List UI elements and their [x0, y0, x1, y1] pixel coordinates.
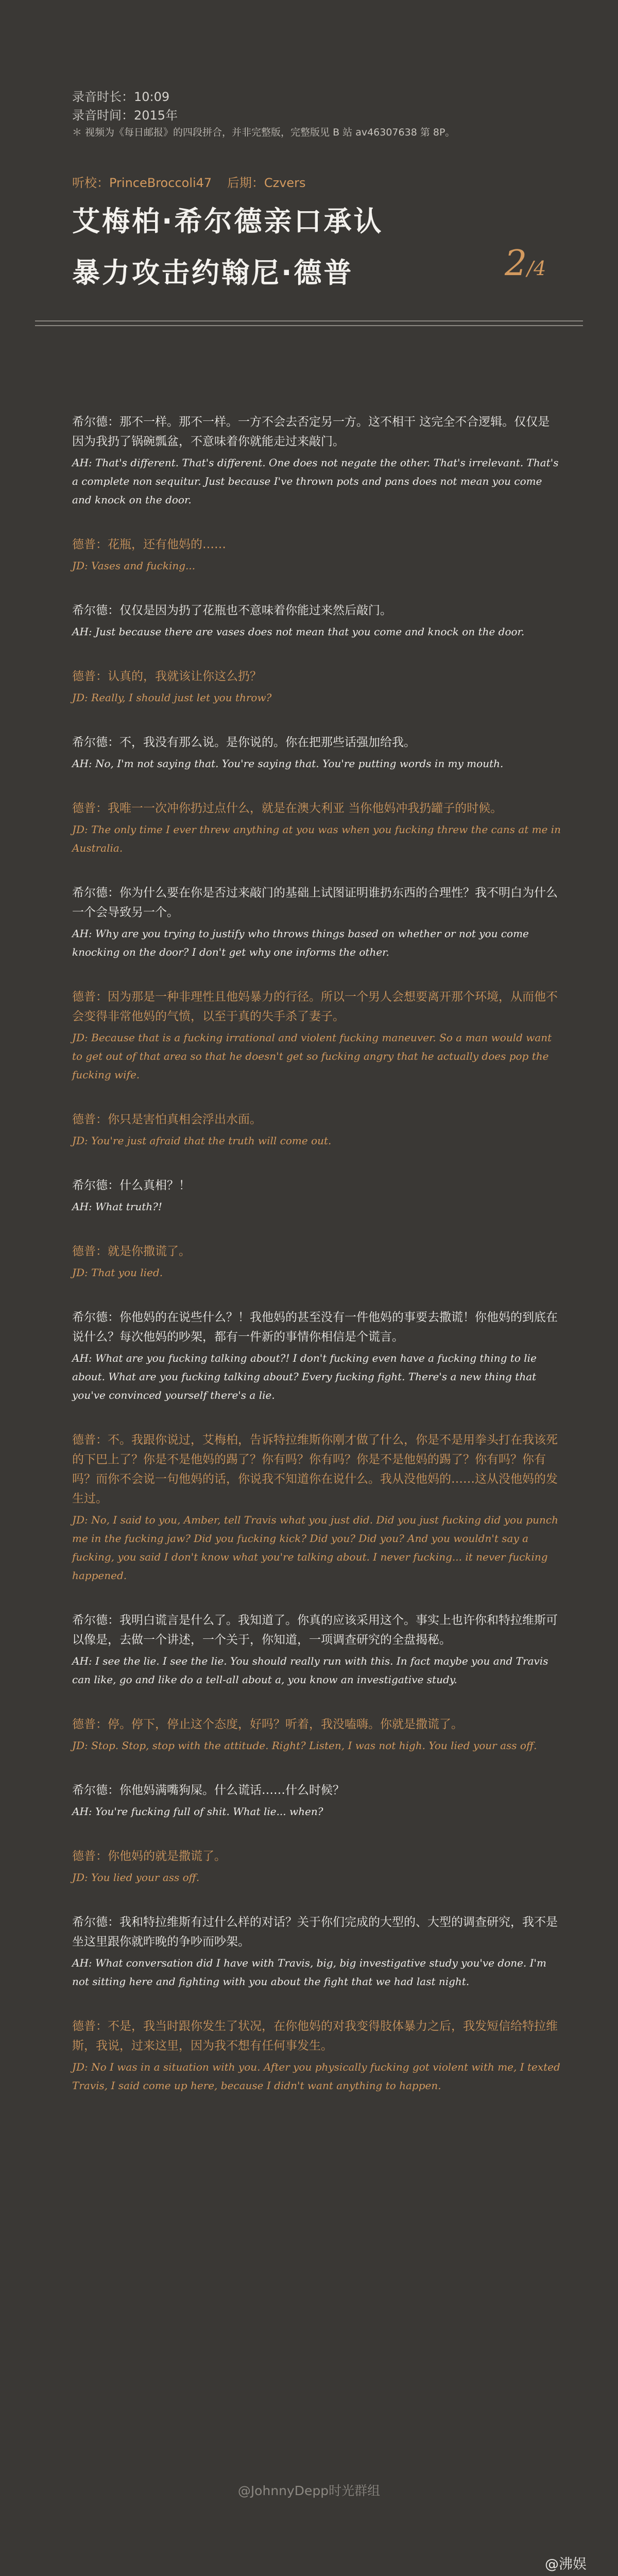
dialogue-chinese: 德普：不。我跟你说过，艾梅柏，告诉特拉维斯你刚才做了什么，你是不是用拳头打在我该死的下巴上了？你是不是他妈的踢了？你有吗？你有吗？你是不是他妈的踢了？你有吗？你有吗？而你不会说一句他妈的话，你说我不知道你在说什么。我从没他妈的……这从没他妈的发生过。 — [72, 1433, 558, 1505]
dialogue-block-4 — [72, 667, 561, 707]
dialogue-block-6 — [72, 799, 561, 857]
dialogue-english: JD: You lied your ass off. — [72, 1871, 200, 1884]
dialogue-english: AH: Just because there are vases does not mean that you come and knock on the door. — [72, 625, 525, 638]
dialogue-chinese: 希尔德：我明白谎言是什么了。我知道了。你真的应该采用这个。事实上也许你和特拉维斯可以像是，去做一个讲述，一个关于，你知道，一项调查研究的全盘揭秘。 — [72, 1614, 558, 1647]
dialogue-chinese: 希尔德：仅仅是因为扔了花瓶也不意味着你能过来然后敲门。 — [72, 604, 392, 617]
dialogue-english: AH: What conversation did I have with Travis, big, big investigative study you've done. I'm not sitting here and fighting with you about the fight that we had last night. — [72, 1957, 546, 1988]
dialogue-english: AH: I see the lie. I see the lie. You should really run with this. In fact maybe you and Travis can like, go and like do a tell-all about a, you know an investigative study. — [72, 1655, 548, 1686]
dialogue-english: JD: That you lied. — [72, 1266, 163, 1279]
dialogue-chinese: 希尔德：什么真相？！ — [72, 1179, 191, 1192]
dialogue-block-13 — [72, 1430, 561, 1585]
dialogue-block-14 — [72, 1611, 561, 1689]
transcript — [72, 412, 561, 2121]
post-production-credit: 后期：Czvers — [227, 176, 306, 190]
dialogue-english: JD: You're just afraid that the truth will come out. — [72, 1134, 332, 1147]
dialogue-chinese: 德普：我唯一一次冲你扔过点什么，就是在澳大利亚 当你他妈冲我扔罐子的时候。 — [72, 802, 503, 815]
credits — [72, 173, 317, 191]
page-title — [72, 196, 384, 299]
divider-bottom — [35, 325, 583, 326]
dialogue-chinese: 希尔德：我和特拉维斯有过什么样的对话？关于你们完成的大型的、大型的调查研究，我不是坐这里跟你就昨晚的争吵而吵架。 — [72, 1916, 558, 1948]
dialogue-block-3 — [72, 601, 561, 641]
recording-info — [72, 88, 566, 140]
dialogue-english: AH: What are you fucking talking about?! I don't fucking even have a fucking thing to lie about. What are you fucking talking about? Every fucking fight. There's a new thing that you've convinced yourself there's a lie. — [72, 1352, 537, 1401]
dialogue-english: AH: Why are you trying to justify who throws things based on whether or not you come knocking on the door? I don't get why one informs the other. — [72, 927, 529, 958]
dialogue-block-11 — [72, 1242, 561, 1282]
dialogue-chinese: 德普：停。停下，停止这个态度，好吗？听着，我没嗑嗨。你就是撒谎了。 — [72, 1718, 463, 1731]
dialogue-english: JD: Because that is a fucking irrational and violent fucking maneuver. So a man would want to get out of that area so that he doesn't get so fucking angry that he actually does pop the fucking wife. — [72, 1031, 552, 1081]
page-total: 4 — [534, 257, 546, 280]
dialogue-chinese: 希尔德：你他妈满嘴狗屎。什么谎话……什么时候？ — [72, 1784, 345, 1797]
page-indicator: 2/4 — [505, 243, 546, 284]
dialogue-english: AH: What truth?! — [72, 1200, 162, 1213]
dialogue-english: JD: The only time I ever threw anything at you was when you fucking threw the cans at me in Australia. — [72, 823, 561, 854]
divider-top — [35, 320, 583, 321]
dialogue-english: JD: Stop. Stop, stop with the attitude. Right? Listen, I was not high. You lied your ass off. — [72, 1739, 537, 1752]
dialogue-chinese: 德普：因为那是一种非理性且他妈暴力的行径。所以一个男人会想要离开那个环境，从而他不会变得非常他妈的气愤，以至于真的失手杀了妻子。 — [72, 990, 558, 1023]
dialogue-chinese: 德普：你他妈的就是撒谎了。 — [72, 1850, 226, 1863]
dialogue-chinese: 德普：你只是害怕真相会浮出水面。 — [72, 1113, 262, 1126]
dialogue-block-15 — [72, 1715, 561, 1755]
dialogue-english: JD: Really, I should just let you throw? — [72, 691, 272, 704]
dialogue-block-18 — [72, 1912, 561, 1991]
dialogue-block-5 — [72, 733, 561, 773]
dialogue-block-8 — [72, 987, 561, 1084]
weibo-watermark: @沸娱 — [545, 2556, 587, 2572]
dialogue-english: JD: No, I said to you, Amber, tell Travis what you just did. Did you just fucking did you punch me in the fucking jaw? Did you fucking kick? Did you? Did you? And you wouldn't say a fucking, you said I don't know what you're talking about. I never fucking... it never fucking happened. — [72, 1514, 558, 1582]
dialogue-english: AH: That's different. That's different. One does not negate the other. That's irrelevant. That's a complete non sequitur. Just because I've thrown pots and pans does not mean you come and knock on the door. — [72, 456, 559, 506]
dialogue-block-12 — [72, 1308, 561, 1404]
dialogue-chinese: 德普：花瓶，还有他妈的…… — [72, 538, 226, 551]
dialogue-block-17 — [72, 1846, 561, 1887]
dialogue-chinese: 希尔德：那不一样。那不一样。一方不会去否定另一方。这不相干 这完全不合逻辑。仅仅是因为我扔了锅碗瓢盆，不意味着你就能走过来敲门。 — [72, 415, 550, 448]
dialogue-block-7 — [72, 883, 561, 961]
dialogue-chinese: 希尔德：你为什么要在你是否过来敲门的基础上试图证明谁扔东西的合理性？我不明白为什么一个会导致另一个。 — [72, 886, 558, 919]
source-note: ＊ 视频为《每日邮报》的四段拼合，并非完整版，完整版见 B 站 av46307638 第 8P。 — [72, 127, 455, 138]
dialogue-english: JD: No I was in a situation with you. After you physically fucking got violent with me, I texted Travis, I said come up here, because I didn't want anything to happen. — [72, 2061, 560, 2092]
title-line-2: 暴力攻击约翰尼·德普 — [72, 257, 354, 289]
dialogue-block-2 — [72, 535, 561, 575]
dialogue-chinese: 希尔德：你他妈的在说些什么？！我他妈的甚至没有一件他妈的事要去撒谎！你他妈的到底在说什么？每次他妈的吵架，都有一件新的事情你相信是个谎言。 — [72, 1311, 558, 1344]
recording-duration: 录音时长：10:09 — [72, 90, 170, 104]
title-line-1: 艾梅柏·希尔德亲口承认 — [72, 205, 384, 238]
dialogue-chinese: 德普：不是，我当时跟你发生了状况，在你他妈的对我变得肢体暴力之后，我发短信给特拉维斯，我说，过来这里，因为我不想有任何事发生。 — [72, 2020, 558, 2053]
dialogue-block-19 — [72, 2016, 561, 2095]
dialogue-block-10 — [72, 1176, 561, 1216]
page-current: 2 — [505, 243, 527, 284]
dialogue-english: AH: You're fucking full of shit. What lie... when? — [72, 1805, 323, 1818]
dialogue-english: AH: No, I'm not saying that. You're saying that. You're putting words in my mouth. — [72, 757, 504, 770]
dialogue-english: JD: Vases and fucking... — [72, 560, 196, 572]
recording-date: 录音时间：2015年 — [72, 108, 178, 123]
dialogue-chinese: 德普：就是你撒谎了。 — [72, 1245, 191, 1258]
dialogue-chinese: 德普：认真的，我就该让你这么扔？ — [72, 670, 262, 683]
dialogue-block-9 — [72, 1110, 561, 1150]
footer-credit: @JohnnyDepp时光群组 — [237, 2483, 381, 2498]
dialogue-block-16 — [72, 1781, 561, 1821]
dialogue-chinese: 希尔德：不，我没有那么说。是你说的。你在把那些话强加给我。 — [72, 736, 416, 749]
listening-credit: 听校：PrinceBroccoli47 — [72, 176, 212, 190]
dialogue-block-1 — [72, 412, 561, 509]
